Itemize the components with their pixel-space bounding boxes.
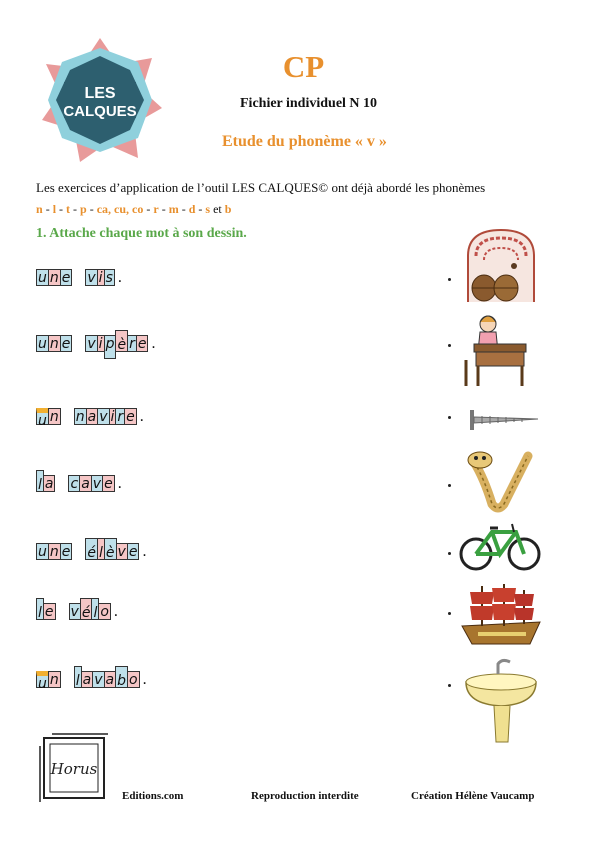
word-row[interactable] <box>36 666 147 692</box>
phoneme-title: Etude du phonème « v » <box>222 133 387 150</box>
letter-cell: v <box>94 672 103 688</box>
calque-word <box>74 666 139 688</box>
letter-cell: e <box>126 409 135 425</box>
letter-cell: e <box>61 336 71 352</box>
letter-cell: v <box>99 409 108 425</box>
letter-cell: v <box>92 476 102 492</box>
letter-cell: u <box>38 336 47 352</box>
letter-cell: e <box>61 544 71 560</box>
word-row[interactable] <box>36 470 122 492</box>
row-period: . <box>142 543 147 560</box>
letter-cell: l <box>97 538 105 560</box>
link-dot[interactable] <box>448 278 451 281</box>
calque-word <box>85 264 113 286</box>
letter-cell: o <box>129 672 138 688</box>
calque-word <box>36 403 60 429</box>
letter-cell: e <box>137 336 147 352</box>
phoneme-item: m <box>168 202 179 216</box>
letter-cell: v <box>87 336 96 352</box>
letter-cell: n <box>49 336 59 352</box>
logo-line2: CALQUES <box>63 103 137 120</box>
footer-editions: Editions.com <box>122 790 184 802</box>
row-period: . <box>151 335 156 352</box>
letter-cell: v <box>70 604 79 620</box>
word-row[interactable] <box>36 598 118 620</box>
cellar-icon[interactable] <box>458 226 544 304</box>
letter-cell: i <box>98 270 103 286</box>
calque-word <box>36 538 71 560</box>
row-period: . <box>113 603 118 620</box>
bicycle-icon[interactable] <box>458 518 544 574</box>
letter-cell: s <box>105 270 113 286</box>
phoneme-item: n <box>36 202 43 216</box>
letter-cell: u <box>38 270 47 286</box>
letter-cell: a <box>81 476 90 492</box>
phoneme-item: ca, cu, co <box>96 202 144 216</box>
worksheet-subtitle: Fichier individuel N 10 <box>240 96 378 111</box>
link-dot[interactable] <box>448 684 451 687</box>
word-row[interactable] <box>36 403 144 429</box>
phoneme-item: p <box>80 202 87 216</box>
letter-cell: o <box>100 604 109 620</box>
calque-word <box>85 538 138 560</box>
letter-cell: r <box>117 409 124 425</box>
phoneme-item: s <box>205 202 211 216</box>
horus-logo-text: Horus <box>50 760 98 778</box>
logo-line1: LES <box>84 85 116 102</box>
letter-cell: n <box>75 409 85 425</box>
link-dot[interactable] <box>448 612 451 615</box>
word-row[interactable] <box>36 330 155 352</box>
link-dot[interactable] <box>448 416 451 419</box>
phoneme-separator: - <box>143 202 154 216</box>
letter-cell: l <box>74 666 82 688</box>
phoneme-separator: - <box>70 202 81 216</box>
exercise-instruction: 1. Attache chaque mot à son dessin. <box>36 226 247 241</box>
calque-word <box>68 470 113 492</box>
letter-cell: l <box>91 598 99 620</box>
letter-cell: a <box>87 409 97 425</box>
letter-cell: r <box>129 336 135 352</box>
letter-cell: c <box>70 476 79 492</box>
row-period: . <box>117 475 122 492</box>
phoneme-separator: et <box>210 202 225 216</box>
letter-cell: e <box>128 544 138 560</box>
row-period: . <box>117 269 122 286</box>
letter-cell: a <box>105 672 115 688</box>
letter-cell: v <box>117 544 126 560</box>
letter-cell: è <box>104 538 117 560</box>
phoneme-separator: - <box>178 202 189 216</box>
letter-cell: v <box>87 270 96 286</box>
phoneme-separator: - <box>42 202 53 216</box>
calque-word <box>69 598 110 620</box>
letter-cell: l <box>36 598 44 620</box>
letter-cell: i <box>98 336 103 352</box>
calque-word <box>85 330 147 352</box>
phoneme-item: b <box>224 202 232 216</box>
washbasin-icon[interactable] <box>458 654 544 746</box>
row-period: . <box>139 408 144 425</box>
phoneme-item: d <box>188 202 196 216</box>
letter-cell: p <box>104 335 117 359</box>
letter-cell: é <box>80 598 93 620</box>
phoneme-item: l <box>52 202 57 216</box>
letter-cell: a <box>82 672 92 688</box>
calque-word <box>36 666 60 692</box>
link-dot[interactable] <box>448 484 451 487</box>
footer-creation: Création Hélène Vaucamp <box>411 790 535 802</box>
letter-cell: u <box>36 671 49 688</box>
phoneme-item: t <box>66 202 71 216</box>
letter-cell: e <box>104 476 113 492</box>
calque-word <box>36 264 71 286</box>
letter-cell: n <box>49 409 59 425</box>
letter-cell: i <box>110 409 115 425</box>
calque-word <box>74 403 136 425</box>
phoneme-separator: - <box>158 202 169 216</box>
phoneme-item: r <box>153 202 159 216</box>
link-dot[interactable] <box>448 552 451 555</box>
screw-icon[interactable] <box>458 406 544 434</box>
calque-word <box>36 470 54 492</box>
letter-cell: b <box>115 666 128 688</box>
ship-icon[interactable] <box>458 582 544 650</box>
viper-icon[interactable] <box>458 448 544 514</box>
letter-cell: n <box>49 672 59 688</box>
pupil-icon[interactable] <box>458 310 544 388</box>
letter-cell: n <box>49 270 59 286</box>
letter-cell: è <box>115 330 128 352</box>
phoneme-separator: - <box>195 202 206 216</box>
letter-cell: u <box>36 408 49 425</box>
phoneme-separator: - <box>86 202 97 216</box>
footer-reproduction: Reproduction interdite <box>251 790 359 802</box>
horus-logo <box>38 732 110 804</box>
letter-cell: a <box>44 476 54 492</box>
calque-word <box>36 330 71 352</box>
letter-cell: u <box>38 544 47 560</box>
letter-cell: é <box>85 538 98 560</box>
letter-cell: e <box>61 270 71 286</box>
letter-cell: n <box>49 544 59 560</box>
intro-text: Les exercices d’application de l’outil LES CALQUES© ont déjà abordé les phonèmes <box>36 180 486 195</box>
word-row[interactable] <box>36 264 122 286</box>
phoneme-list <box>36 202 231 217</box>
level-title: CP <box>282 49 325 84</box>
link-dot[interactable] <box>448 344 451 347</box>
phoneme-separator: - <box>56 202 67 216</box>
word-row[interactable] <box>36 538 146 560</box>
row-period: . <box>142 671 147 688</box>
letter-cell: e <box>44 604 54 620</box>
letter-cell: l <box>36 470 44 492</box>
calque-word <box>36 598 55 620</box>
